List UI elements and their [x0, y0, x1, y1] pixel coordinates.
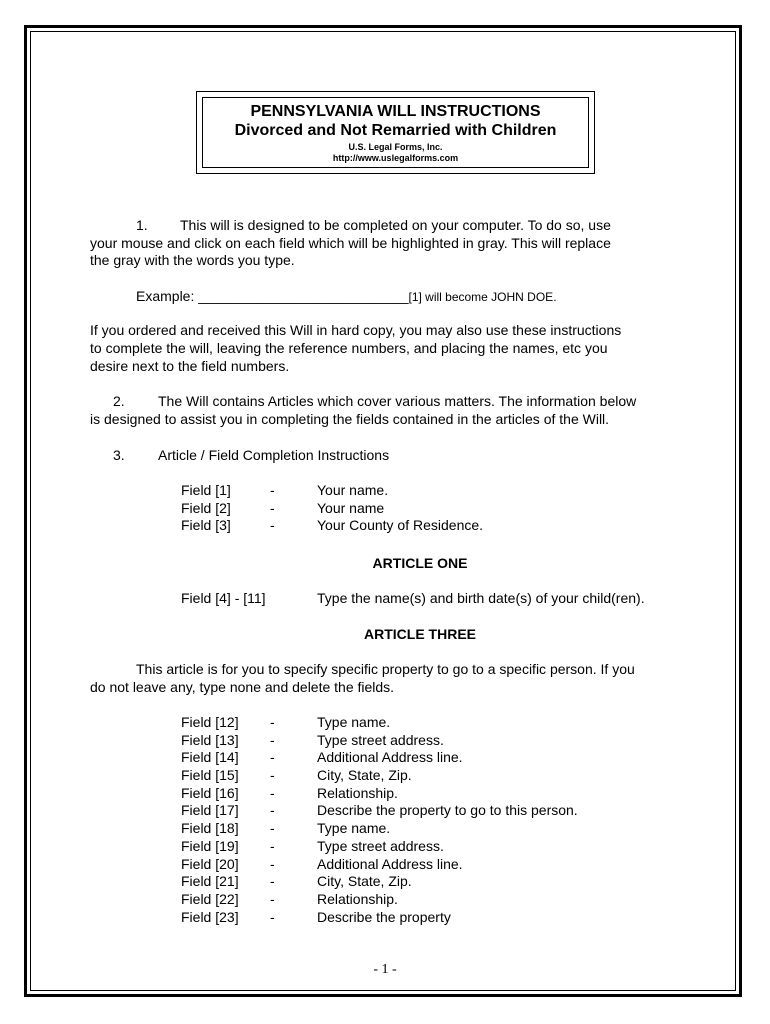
page-number: - 1 - [373, 962, 397, 977]
section2-number: 2. [113, 393, 125, 409]
company-url: http://www.uslegalforms.com [332, 153, 459, 163]
article-one-heading: ARTICLE ONE [372, 555, 468, 571]
section3-heading [113, 447, 389, 465]
article-three-intro2: do not leave any, type none and delete the fields. [90, 679, 395, 695]
hard-copy-line1: If you ordered and received this Will in hard copy, you may also use these instructions [90, 322, 622, 338]
title-box [202, 97, 589, 168]
hard-copy-line3: desire next to the field numbers. [90, 358, 290, 374]
article-three-intro1: This article is for you to specify specific property to go to a specific person. If you [136, 661, 635, 677]
section1-line2: your mouse and click on each field which will be highlighted in gray. This will replace [90, 235, 611, 251]
section1-line1: 1. This will is designed to be completed on your computer. To do so, use [136, 217, 611, 233]
article-one-field-desc: Type the name(s) and birth date(s) of your child(ren). [317, 590, 645, 606]
document-title: PENNSYLVANIA WILL INSTRUCTIONS [250, 103, 541, 120]
section1-line3: the gray with the words you type. [90, 252, 295, 268]
section1-number: 1. [136, 217, 148, 233]
example-suffix: [1] will become JOHN DOE. [408, 290, 557, 304]
section3-number: 3. [113, 447, 125, 463]
example-label: Example: ___________________________ [136, 288, 409, 304]
section2-line2: is designed to assist you in completing the fields contained in the articles of the Will. [90, 411, 610, 427]
document-subtitle: Divorced and Not Remarried with Children [234, 122, 557, 139]
example-line [136, 288, 557, 307]
company-name: U.S. Legal Forms, Inc. [348, 142, 443, 152]
section2-line1: 2. The Will contains Articles which cover various matters. The information below [113, 393, 637, 409]
hard-copy-line2: to complete the will, leaving the reference numbers, and placing the names, etc you [90, 340, 608, 356]
article-one-field-label: Field [4] - [11] [181, 590, 266, 606]
section3-title: Article / Field Completion Instructions [158, 447, 390, 463]
article-three-heading: ARTICLE THREE [364, 626, 476, 642]
